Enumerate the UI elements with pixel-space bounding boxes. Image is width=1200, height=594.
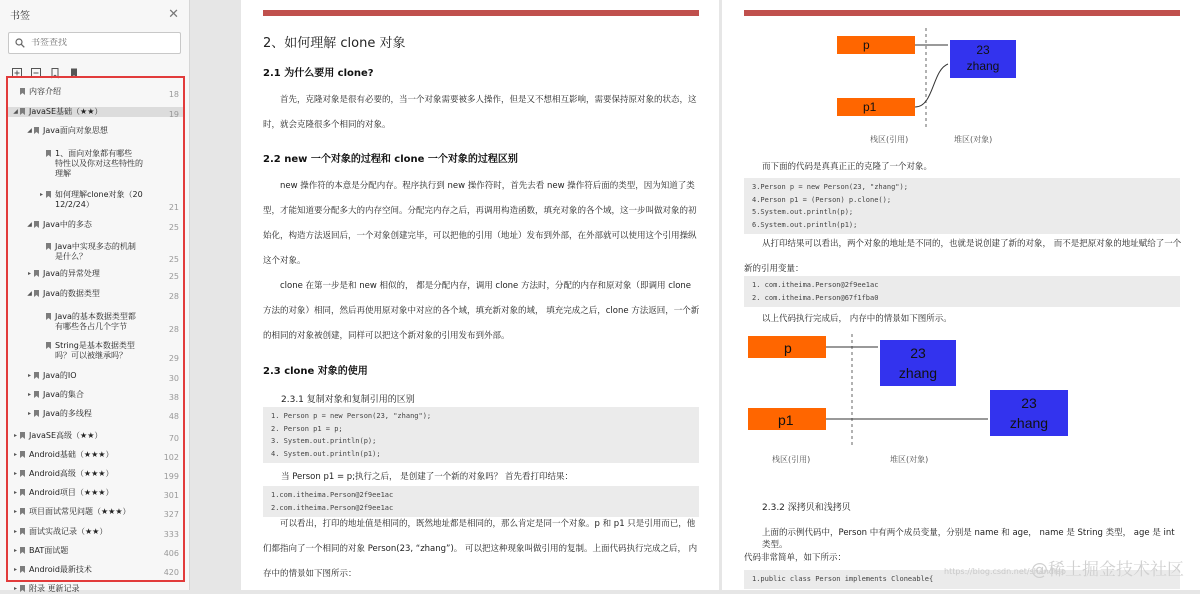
bookmark-page-number: 28: [168, 292, 179, 301]
code-block-1: 1. Person p = new Person(23, "zhang"); 2. Person p1 = p; 3. System.out.println(p); 4. System.out.println(p1);: [263, 407, 699, 463]
bookmark-icon: [20, 547, 25, 554]
expand-toggle-icon[interactable]: ▸: [27, 372, 31, 379]
stack-label: 栈区(引用): [772, 455, 811, 464]
arrow-p1: [915, 64, 948, 107]
watermark-url: https://blog.csdn.net/shandiao: [944, 567, 1066, 576]
bookmark-icon: [46, 243, 51, 250]
document-page-left: [241, 0, 719, 590]
bookmark-page-number: 29: [168, 354, 179, 363]
bookmark-page-number: 102: [163, 453, 179, 462]
bookmark-item[interactable]: [8, 242, 183, 262]
bookmark-label: String是基本数据类型 吗？可以被继承吗？: [55, 341, 135, 360]
bookmark-item[interactable]: [8, 269, 183, 279]
bookmark-label: Android基础（★★★）: [29, 450, 114, 459]
bookmark-item[interactable]: [8, 312, 183, 332]
bookmark-item[interactable]: [8, 431, 183, 441]
real-clone-line: 而下面的代码是真真正正的克隆了一个对象。: [762, 162, 933, 172]
expand-toggle-icon[interactable]: ▸: [27, 410, 31, 417]
bookmarks-header: [0, 0, 189, 28]
bookmark-label: Java的集合: [43, 390, 84, 399]
memory-diagram-2: [742, 328, 1062, 470]
bookmark-page-number: 38: [168, 393, 179, 402]
bookmark-icon: [20, 566, 25, 573]
object-1-age: 23: [910, 345, 926, 361]
bookmark-item[interactable]: [8, 527, 183, 537]
bookmark-page-number: 28: [168, 325, 179, 334]
expand-toggle-icon[interactable]: ▸: [13, 451, 17, 458]
bookmark-label: Java的基本数据类型都 有哪些各占几个字节: [55, 312, 136, 331]
bookmark-item[interactable]: [8, 584, 183, 594]
bookmark-item[interactable]: [8, 149, 183, 179]
expand-toggle-icon[interactable]: ▸: [13, 508, 17, 515]
bookmark-item[interactable]: [8, 565, 183, 575]
bookmark-label: Android项目（★★★）: [29, 488, 114, 497]
bookmark-item[interactable]: [8, 390, 183, 400]
bookmark-icon: [20, 585, 25, 592]
subsection-2-1-title: 2.1 为什么要用 clone?: [263, 68, 374, 79]
bookmark-item[interactable]: [8, 409, 183, 419]
bookmark-label: 如何理解clone对象（20 12/2/24）: [55, 190, 143, 209]
bookmark-icon: [20, 489, 25, 496]
bookmark-label: Java中的多态: [43, 220, 92, 229]
bookmark-label: 内容介绍: [29, 87, 61, 96]
bookmark-label: Java的数据类型: [43, 289, 100, 298]
expand-toggle-icon[interactable]: ◢: [27, 127, 32, 134]
bookmark-page-number: 70: [168, 434, 179, 443]
close-icon[interactable]: ✕: [168, 6, 179, 22]
object-age: 23: [976, 43, 990, 57]
document-page-right: [722, 0, 1200, 590]
subsection-2-3-2-title: 2.3.2 深拷贝和浅拷贝: [762, 503, 851, 513]
page-header-bar: [744, 10, 1180, 16]
subsection-2-3-1-title: 2.3.1 复制对象和复制引用的区别: [281, 395, 415, 405]
search-icon: [15, 38, 25, 48]
expand-toggle-icon[interactable]: ◢: [27, 290, 32, 297]
bookmark-item[interactable]: [8, 546, 183, 556]
bookmark-icon: [34, 221, 39, 228]
ref-label-p: p: [863, 38, 870, 52]
heap-label: 堆区(对象): [890, 455, 929, 464]
heap-label: 堆区(对象): [954, 135, 993, 144]
ref-label-p1: p1: [778, 412, 794, 428]
bookmark-icon: [34, 391, 39, 398]
bookmark-page-number: 30: [168, 374, 179, 383]
expand-toggle-icon[interactable]: ▸: [27, 270, 31, 277]
code-block-5: 1.public class Person implements Cloneable{: [744, 570, 1180, 589]
bookmark-item[interactable]: [8, 488, 183, 498]
bookmark-label: BAT面试题: [29, 546, 69, 555]
bookmark-icon: [34, 372, 39, 379]
bookmark-icon: [20, 432, 25, 439]
subsection-2-2-paragraph-1: new 操作符的本意是分配内存。程序执行到 new 操作符时，首先去看 new 操作符后面的类型，因为知道了类型，才能知道要分配多大的内存空间。分配完内存之后，再调用构造函数，填充对象的各个域，这一步叫做对象的初始化，构造方法返回后，一个对象创建完毕，可以把他的引用（地址）发布到外部，在外部就可以使用这个引用操纵这个对象。: [263, 181, 697, 266]
code-block-3: 3.Person p = new Person(23, "zhang"); 4.Person p1 = (Person) p.clone(); 5.System.out.println(p); 6.System.out.println(p1);: [744, 178, 1180, 234]
bookmark-icon: [20, 470, 25, 477]
object-name: zhang: [966, 59, 1000, 73]
bookmark-item[interactable]: [8, 450, 183, 460]
after-exec-line: 以上代码执行完成后， 内存中的情景如下图所示。: [762, 314, 952, 324]
bookmark-page-number: 19: [168, 110, 179, 119]
bookmark-item[interactable]: [8, 469, 183, 479]
bookmark-label: Android最新技术: [29, 565, 92, 574]
bookmark-icon: [34, 290, 39, 297]
bookmark-page-number: 25: [168, 272, 179, 281]
subsection-2-3-2-paragraph: 上面的示例代码中，Person 中有两个成员变量，分别是 name 和 age， name 是 String 类型， age 是 int 类型。: [762, 528, 1175, 550]
subsection-2-2-title: 2.2 new 一个对象的过程和 clone 一个对象的过程区别: [263, 154, 518, 165]
bookmark-page-number: 406: [163, 549, 179, 558]
subsection-2-1-paragraph: 首先，克隆对象是很有必要的，当一个对象需要被多人操作，但是又不想相互影响，需要保持原对象的状态，这时，就会克隆很多个相同的对象。: [263, 95, 697, 130]
bookmark-icon: [46, 313, 51, 320]
bookmark-icon: [20, 451, 25, 458]
ref-label-p1: p1: [863, 100, 877, 114]
bookmark-label: 项目面试常见问题（★★★）: [29, 507, 131, 516]
ref-label-p: p: [784, 340, 792, 356]
bookmark-page-number: 327: [163, 510, 179, 519]
bookmark-icon: [46, 150, 51, 157]
bookmark-label: Java的多线程: [43, 409, 92, 418]
bookmark-item[interactable]: [8, 220, 183, 230]
memory-diagram-1: [822, 20, 1062, 150]
watermark: @稀土掘金技术社区: [1031, 560, 1184, 580]
bookmark-icon: [20, 528, 25, 535]
bookmarks-panel: [0, 0, 190, 593]
page-header-bar: [263, 10, 699, 16]
subsection-2-3-title: 2.3 clone 对象的使用: [263, 366, 368, 377]
bookmark-page-number: 301: [163, 491, 179, 500]
bookmark-icon: [34, 410, 39, 417]
ref-box-p: [837, 36, 915, 54]
bookmark-page-number: 48: [168, 412, 179, 421]
bookmarks-title: 书签: [10, 10, 30, 22]
bookmark-item[interactable]: [8, 107, 183, 117]
bookmark-page-number: 199: [163, 472, 179, 481]
code-block-4: 1. com.itheima.Person@2f9ee1ac 2. com.itheima.Person@67f1fba0: [744, 276, 1180, 307]
expand-toggle-icon[interactable]: ▸: [13, 547, 17, 554]
question-line: 当 Person p1 = p;执行之后， 是创建了一个新的对象吗？ 首先看打印结果：: [281, 472, 573, 482]
bookmark-label: Android高级（★★★）: [29, 469, 114, 478]
bookmark-item[interactable]: [8, 371, 183, 381]
result-line-a: 从打印结果可以看出，两个对象的地址是不同的，也就是说创建了新的对象， 而不是把原对象的地址赋给了一个: [762, 239, 1182, 249]
bookmark-item[interactable]: [8, 87, 183, 97]
object-1-name: zhang: [898, 365, 938, 381]
result-line-b: 新的引用变量：: [744, 264, 804, 274]
bookmark-item[interactable]: [8, 507, 183, 517]
bookmark-label: 附录 更新记录: [29, 584, 80, 593]
expand-toggle-icon[interactable]: ◢: [13, 108, 18, 115]
bookmark-label: Java中实现多态的机制 是什么？: [55, 242, 136, 261]
bookmark-page-number: 21: [168, 203, 179, 212]
bookmark-search-input[interactable]: [31, 38, 171, 48]
bookmark-item[interactable]: [8, 289, 183, 299]
bookmark-icon: [20, 508, 25, 515]
expand-toggle-icon[interactable]: ▸: [27, 391, 31, 398]
subsection-2-2-paragraph-2: clone 在第一步是和 new 相似的， 都是分配内存，调用 clone 方法时，分配的内存和原对象（即调用 clone 方法的对象）相同，然后再使用原对象中对应的各个域，填充新对象的域， 填充完成之后，clone 方法返回，一个新的相同的对象被创建，同样可以把这个新对象的引用发布到外部。: [263, 281, 700, 341]
bookmark-icon: [46, 191, 51, 198]
bookmark-item[interactable]: [8, 190, 183, 210]
bookmark-page-number: 18: [168, 90, 179, 99]
bookmark-label: 1、面向对象都有哪些 特性以及你对这些特性的 理解: [55, 149, 143, 178]
bookmark-page-number: 333: [163, 530, 179, 539]
expand-toggle-icon[interactable]: ▸: [39, 191, 43, 198]
expand-toggle-icon[interactable]: ▸: [13, 566, 17, 573]
bookmark-label: JavaSE基础（★★）: [29, 107, 103, 116]
bookmark-label: Java的IO: [43, 371, 77, 380]
bookmark-label: Java面向对象思想: [43, 126, 108, 135]
bookmark-search-box[interactable]: [8, 32, 181, 54]
bookmark-label: JavaSE高级（★★）: [29, 431, 103, 440]
bookmark-item[interactable]: [8, 341, 183, 361]
expand-toggle-icon[interactable]: ▸: [13, 585, 17, 592]
stack-label: 栈区(引用): [870, 135, 909, 144]
expand-toggle-icon[interactable]: ▸: [13, 432, 17, 439]
bookmark-icon: [20, 88, 25, 95]
paragraph-after-code: 可以看出，打印的地址值是相同的，既然地址都是相同的，那么肯定是同一个对象。p 和 p1 只是引用而已，他们都指向了一个相同的对象 Person(23, “zhang”)。 可以把这种现象叫做引用的复制。上面代码执行完成之后， 内存中的情景如下图所示：: [263, 519, 698, 579]
bookmark-page-number: 420: [163, 568, 179, 577]
section-heading: 2、如何理解 clone 对象: [263, 36, 406, 51]
bookmark-icon: [34, 127, 39, 134]
bookmark-icon: [46, 342, 51, 349]
subsection-2-3-2-paragraph-2: 代码非常简单，如下所示：: [744, 553, 847, 563]
object-2-name: zhang: [1009, 415, 1049, 431]
expand-toggle-icon[interactable]: ▸: [13, 489, 17, 496]
code-block-2: 1.com.itheima.Person@2f9ee1ac 2.com.itheima.Person@2f9ee1ac: [263, 486, 699, 517]
bookmark-icon: [34, 270, 39, 277]
bookmark-icon: [20, 108, 25, 115]
expand-toggle-icon[interactable]: ▸: [13, 470, 17, 477]
bookmark-tree: [6, 76, 185, 593]
bookmark-page-number: 25: [168, 255, 179, 264]
expand-toggle-icon[interactable]: ▸: [13, 528, 17, 535]
bookmark-item[interactable]: [8, 126, 183, 136]
bookmark-page-number: 25: [168, 223, 179, 232]
expand-toggle-icon[interactable]: ◢: [27, 221, 32, 228]
object-2-age: 23: [1021, 395, 1037, 411]
bookmark-label: Java的异常处理: [43, 269, 100, 278]
bookmark-label: 面试实战记录（★★）: [29, 527, 108, 536]
